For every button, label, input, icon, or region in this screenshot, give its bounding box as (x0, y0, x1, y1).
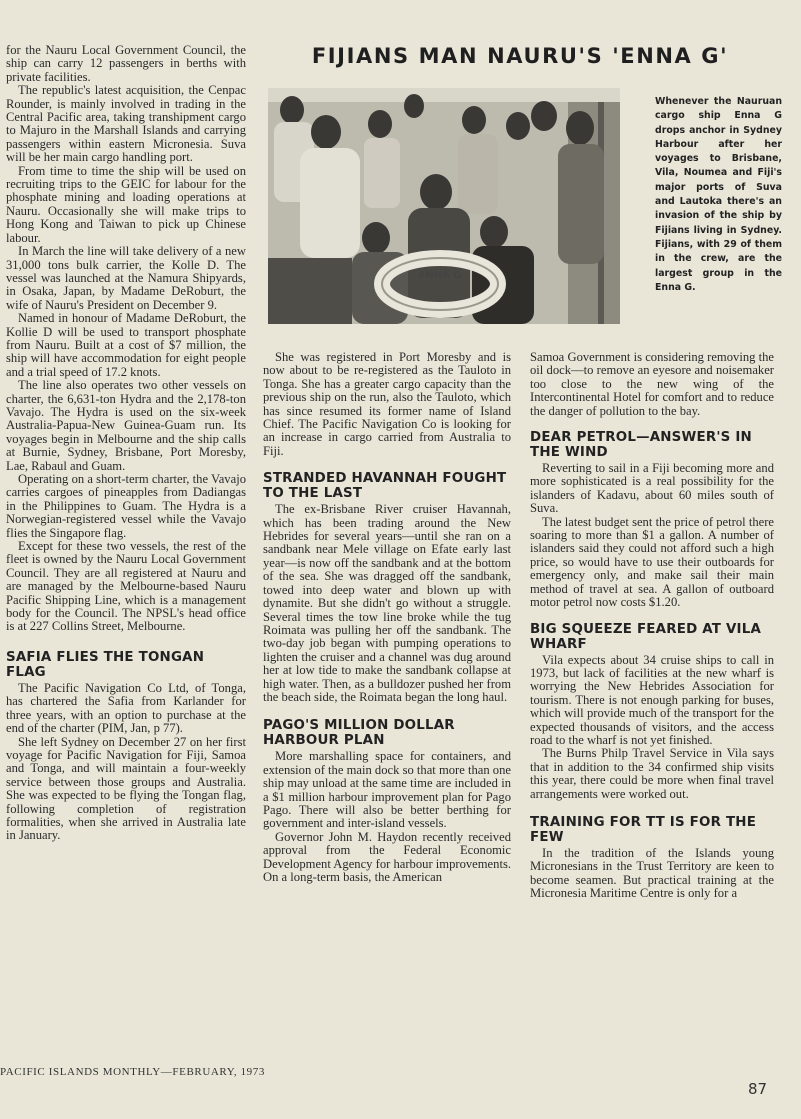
page-footer: PACIFIC ISLANDS MONTHLY—FEBRUARY, 1973 (0, 1066, 265, 1078)
paragraph: From time to time the ship will be used on recruiting trips to the GEIC for labour for the phosphate mining and loading operations at Nauru. Occasionally she will make trips to Hong Kong and Taiwan to pick up Chinese labour. (6, 163, 246, 245)
paragraph: In March the line will take delivery of a new 31,000 tons bulk carrier, the Kolle D. The vessel was launched at the Namura Shipyards, in Osaka, Japan, by Madame DeRoburt, the wife of Nauru's President on December 9. (6, 244, 246, 312)
paragraph: The latest budget sent the price of petrol there soaring to more than $1 a gallon. A number of islanders said they could not afford such a high price, so would have to use their outboards for emergency only, and make sail their main method of travel at sea. A gallon of outboard motor petrol now costs $1.20. (530, 514, 774, 610)
article-column-3 (530, 351, 774, 901)
paragraph: for the Nauru Local Government Council, the ship can carry 12 passengers in berths with private facilities. (6, 43, 246, 84)
section-heading-petrol: DEAR PETROL—ANSWER'S IN THE WIND (530, 430, 752, 461)
paragraph: Operating on a short-term charter, the Vavajo carries cargoes of pineapples from Dadiangas in the Philippines to Guam. The Hydra is a Norwegian-registered vessel while the Vavajo flies the Singapore flag. (6, 472, 246, 540)
paragraph: Samoa Government is considering removing the oil dock—to remove an eyesore and noisemaker too close to the new wing of the Intercontinental Hotel for comfort and to reduce the danger of pollution to the bay. (530, 350, 774, 418)
paragraph: Governor John M. Haydon recently received approval from the Federal Economic Development Agency for harbour improvements. On a long-term basis, the American (263, 829, 511, 884)
paragraph: The Burns Philp Travel Service in Vila says that in addition to the 34 confirmed ship visits this year, there could be more when final travel arrangements were worked out. (530, 746, 774, 801)
article-column-1 (6, 44, 246, 843)
crew-photo (268, 88, 620, 324)
paragraph: The ex-Brisbane River cruiser Havannah, which has been trading around the New Hebrides for several years—until she ran on a sandbank near Mele village on Efate early last year—is now off the sandbank and at the bottom of the sea. She was dragged off the sandbank, towed into deep water and blown up with dynamite. But she didn't go without a struggle. Several times the tow line broke while the tug Roimata was pulling her off the sandbank. The two-day job began with pumping operations to lighten the cruiser and a channel was dug around her at low tide to make the sandbank collapse at high water. Then, as a bulldozer pushed her from the beach side, the Roimata began the long haul. (263, 502, 511, 704)
paragraph: More marshalling space for containers, and extension of the main dock so that more than one ship may unload at the same time are included in a $1 million harbour improvement plan for Pago Pago. There will also be better berthing for government and inter-island vessels. (263, 749, 511, 831)
paragraph: Reverting to sail in a Fiji becoming more and more sophisticated is a real possibility for the islanders of Kadavu, about 60 miles south of Suva. (530, 461, 774, 516)
paragraph: The republic's latest acquisition, the Cenpac Rounder, is mainly involved in trading in the Central Pacific area, taking transhipment cargo to Majuro in the Marshall Islands and carrying passengers within eastern Micronesia. Suva will be her main cargo handling port. (6, 83, 246, 165)
paragraph: She was registered in Port Moresby and is now about to be re-registered as the Tauloto in Tonga. She has a greater cargo capacity than the previous ship on the run, also the Tauloto, which has since resumed its former name of Island Chief. The Pacific Navigation Co is looking for an increase in cargo carried from Australia to Fiji. (263, 350, 511, 458)
paragraph: She left Sydney on December 27 on her first voyage for Pacific Navigation for Fiji, Samoa and Tonga, and will maintain a four-weekly service between those groups and Australia. She was expected to be flying the Tongan flag, following completion of registration formalities, when she arrived in Australia late in January. (6, 734, 246, 843)
section-heading-safia: SAFIA FLIES THE TONGAN FLAG (6, 649, 205, 680)
section-heading-vila: BIG SQUEEZE FEARED AT VILA WHARF (530, 621, 762, 652)
section-heading-pago: PAGO'S MILLION DOLLAR HARBOUR PLAN (263, 718, 455, 749)
article-headline: FIJIANS MAN NAURU'S 'ENNA G' (311, 44, 729, 68)
paragraph: Except for these two vessels, the rest of the fleet is owned by the Nauru Local Government Council. They are all registered at Nauru and are managed by the Melbourne-based Nauru Pacific Shipping Line, which is a management body for the Council. The NPSL's head office is at 227 Collins Street, Melbourne. (6, 539, 246, 634)
page-number: 87 (748, 1080, 768, 1098)
section-heading-havannah: STRANDED HAVANNAH FOUGHT TO THE LAST (263, 471, 507, 502)
article-column-2 (263, 351, 511, 884)
paragraph: Vila expects about 34 cruise ships to call in 1973, but lack of facilities at the new wharf is worrying the New Hebrides Association for tourism. There is not enough parking for buses, which will provide much of the transport for the expected thousands of visitors, and the access road to the wharf is not yet finished. (530, 652, 774, 747)
section-heading-training: TRAINING FOR TT IS FOR THE FEW (530, 814, 757, 845)
paragraph: The line also operates two other vessels on charter, the 6,631-ton Hydra and the 2,178-ton Vavajo. The Hydra is used on the six-week Australia-Papua-New Guinea-Guam run. Its voyages begin in Melbourne and the ship calls at Burnie, Sydney, Brisbane, Port Moresby, Lae, Rabaul and Guam. (6, 378, 246, 473)
lifebuoy-label: ENNA G (418, 270, 462, 281)
paragraph: The Pacific Navigation Co Ltd, of Tonga, has chartered the Safia from Karlander for three years, with an option to purchase at the end of the charter (PIM, Jan, p 77). (6, 680, 246, 736)
paragraph: Named in honour of Madame DeRoburt, the Kollie D will be used to transport phosphate from Nauru. Built at a cost of $7 million, the ship will have accommodation for eight people and a trial speed of 17.2 knots. (6, 311, 246, 379)
photo-caption: Whenever the Nauruan cargo ship Enna G drops anchor in Sydney Harbour after her voyages to Brisbane, Vila, Noumea and Fiji's major ports of Suva and Lautoka there's an invasion of the ship by Fijians living in Sydney. Fijians, with 29 of them in the crew, are the largest group in the Enna G. (655, 96, 782, 293)
paragraph: In the tradition of the Islands young Micronesians in the Trust Territory are keen to become seamen. But practical training at the Micronesia Maritime Centre is only for a (530, 845, 774, 901)
